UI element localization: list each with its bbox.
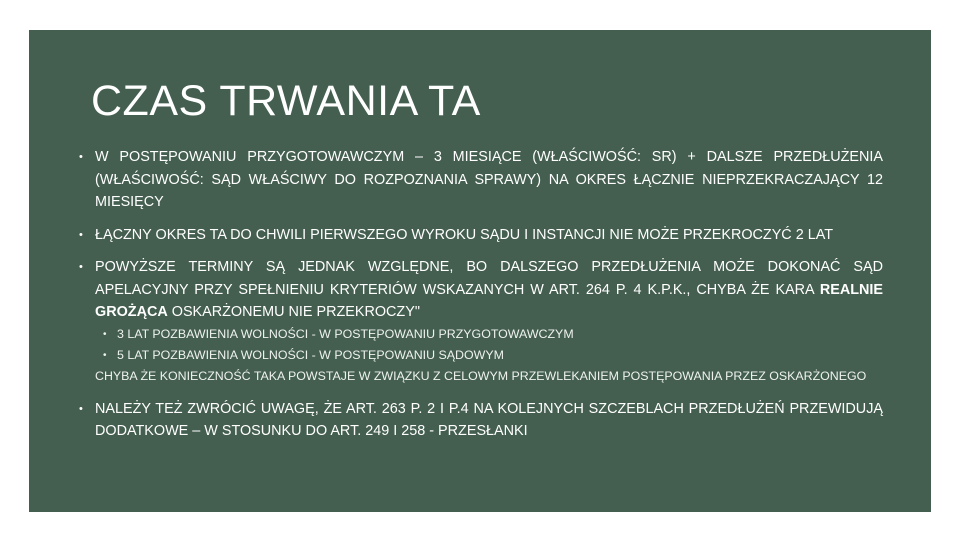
bullet-dot-icon: • (79, 228, 83, 241)
bullet-text: W POSTĘPOWANIU PRZYGOTOWAWCZYM – 3 MIESIĄCE (WŁAŚCIWOŚĆ: SR) + DALSZE PRZEDŁUŻENIA (WŁAŚCIWOŚĆ: SĄD WŁAŚCIWY DO ROZPOZNANIA SPRAWY) NA OKRES ŁĄCZNIE NIEPRZEKRACZAJĄCY 12 MIESIĘCY (95, 149, 883, 210)
bullet-item (79, 398, 883, 443)
sub-bullet-item (103, 345, 883, 366)
slide-content (79, 146, 883, 443)
bullet-text-part: OSKARŻONEMU NIE PRZEKROCZY" (167, 304, 420, 320)
bullet-dot-icon: • (79, 261, 83, 273)
sub-bullet-text: 3 LAT POZBAWIENIA WOLNOŚCI - W POSTĘPOWANIU PRZYGOTOWAWCZYM (117, 326, 574, 341)
bullet-text: ŁĄCZNY OKRES TA DO CHWILI PIERWSZEGO WYROKU SĄDU I INSTANCJI NIE MOŻE PRZEKROCZYĆ 2 LAT (95, 226, 834, 243)
bullet-item (79, 224, 883, 247)
bullet-item (79, 256, 883, 324)
bullet-item (79, 146, 883, 214)
slide-title: CZAS TRWANIA TA (91, 77, 481, 125)
slide (29, 30, 931, 512)
bullet-dot-icon: • (79, 151, 83, 163)
bullet-text-part: POWYŻSZE TERMINY SĄ JEDNAK WZGLĘDNE, BO DALSZEGO PRZEDŁUŻENIA MOŻE DOKONAĆ SĄD APELACYJNY PRZY SPEŁNIENIU KRYTERIÓW WSKAZANYCH W ART. 264 P. 4 K.P.K., CHYBA ŻE KARA (95, 259, 883, 298)
bullet-dot-icon: • (103, 328, 107, 340)
bullet-dot-icon: • (79, 402, 83, 415)
bullet-dot-icon: • (103, 349, 107, 361)
bullet-text (95, 259, 883, 320)
sub-bullet-text: 5 LAT POZBAWIENIA WOLNOŚCI - W POSTĘPOWANIU SĄDOWYM (117, 347, 504, 362)
bullet-text: NALEŻY TEŻ ZWRÓCIĆ UWAGĘ, ŻE ART. 263 P. 2 I P.4 NA KOLEJNYCH SZCZEBLACH PRZEDŁUŻEŃ PRZEWIDUJĄ DODATKOWE – W STOSUNKU DO ART. 249 I 258 - PRZESŁANKI (95, 400, 883, 439)
sub-bullet-note: CHYBA ŻE KONIECZNOŚĆ TAKA POWSTAJE W ZWIĄZKU Z CELOWYM PRZEWLEKANIEM POSTĘPOWANIA PRZEZ OSKARŻONEGO (95, 368, 867, 383)
bullet-emphasis: REALNIE GROŻĄCA (95, 281, 883, 320)
sub-bullet-item (103, 324, 883, 345)
sub-bullet-list (95, 324, 883, 387)
